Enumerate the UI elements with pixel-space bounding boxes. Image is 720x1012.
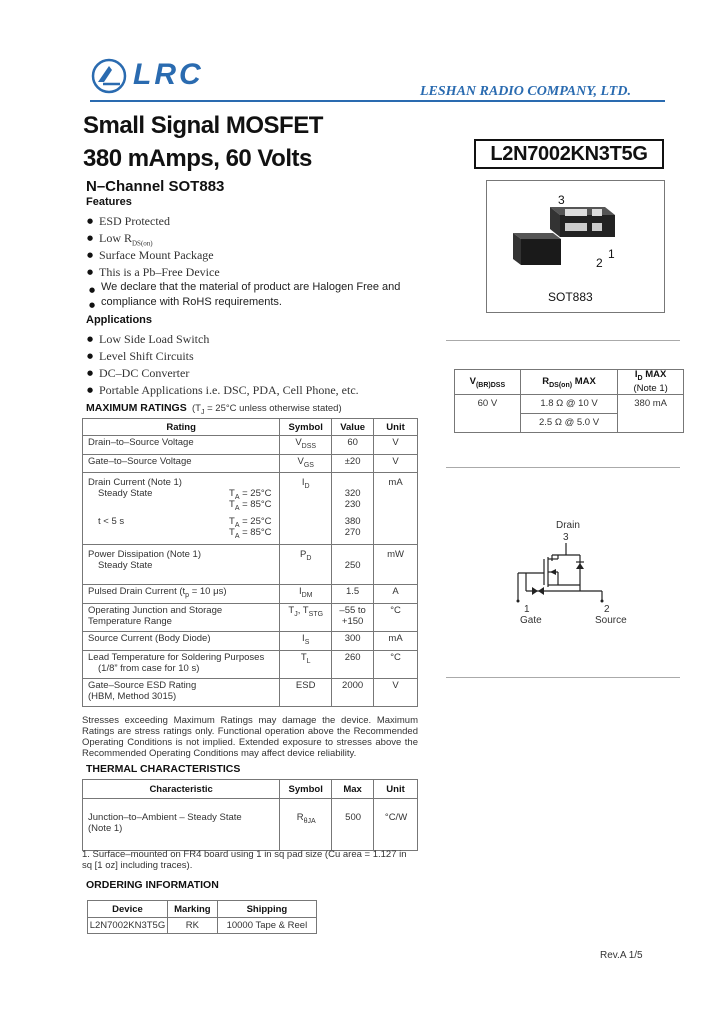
feature-item-continued: ● compliance with RoHS requirements. bbox=[101, 295, 282, 310]
thermal-heading: THERMAL CHARACTERISTICS bbox=[86, 763, 241, 775]
summary-id: 380 mA bbox=[618, 394, 684, 432]
part-number-box: L2N7002KN3T5G bbox=[474, 139, 664, 169]
summary-vbr: 60 V bbox=[455, 394, 521, 432]
application-item: ● Portable Applications i.e. DSC, PDA, Cell Phone, etc. bbox=[99, 383, 359, 398]
table-row: Operating Junction and Storage Temperature Range $T_J$, $T_{STG}$ –55 to +150 °C bbox=[83, 604, 418, 632]
divider bbox=[446, 467, 680, 468]
feature-item: ● ESD Protected bbox=[99, 214, 170, 229]
package-name: SOT883 bbox=[548, 290, 593, 304]
table-row: Lead Temperature for Soldering Purposes (1/8” from case for 10 s) $T_L$ 260 °C bbox=[83, 651, 418, 679]
applications-heading: Applications bbox=[86, 314, 153, 326]
col-vbrdss: $V_{(BR)DSS}$ bbox=[455, 370, 521, 395]
schematic-pin3: 3 bbox=[563, 532, 569, 543]
col-id-max: $I_D$ MAX (Note 1) bbox=[618, 370, 684, 395]
stress-note: Stresses exceeding Maximum Ratings may damage the device. Maximum Ratings are stress ratings only. Functional operation above the Recommended Operating Conditions is not implied. Extended exposure to stresses above the Recommended Operating Conditions may affect device reliability. bbox=[82, 715, 418, 759]
col-value: Value bbox=[332, 419, 374, 436]
application-item: ● DC–DC Converter bbox=[99, 366, 189, 381]
pin-label-2: 2 bbox=[596, 256, 603, 270]
channel-package: N–Channel SOT883 bbox=[86, 178, 225, 195]
table-row: Drain–to–Source Voltage $V_{DSS}$ 60 V bbox=[83, 436, 418, 455]
pin-label-3: 3 bbox=[558, 193, 565, 207]
revision-footer: Rev.A 1/5 bbox=[600, 950, 643, 961]
pin-label-1: 1 bbox=[608, 247, 615, 261]
table-row: Gate–to–Source Voltage $V_{GS}$ ±20 V bbox=[83, 455, 418, 473]
drain-label: Drain bbox=[556, 520, 580, 531]
header-rule bbox=[90, 100, 665, 102]
logo-text: LRC bbox=[133, 58, 204, 91]
summary-table bbox=[454, 369, 684, 433]
col-rating: Rating bbox=[83, 419, 280, 436]
table-row: Source Current (Body Diode) $I_S$ 300 mA bbox=[83, 632, 418, 651]
feature-item: ● This is a Pb–Free Device bbox=[99, 265, 220, 280]
features-heading: Features bbox=[86, 196, 132, 208]
ordering-table: Device Marking Shipping L2N7002KN3T5G RK 10000 Tape & Reel bbox=[87, 900, 317, 934]
col-rdson: $R_{DS(on)}$ MAX bbox=[520, 370, 618, 395]
table-row: Pulsed Drain Current ($t_p = 10$ μs) $I_{DM}$ 1.5 A bbox=[83, 585, 418, 604]
source-label: Source bbox=[595, 615, 627, 626]
feature-item: ● Surface Mount Package bbox=[99, 248, 214, 263]
thermal-footnote: 1. Surface–mounted on FR4 board using 1 in sq pad size (Cu area = 1.127 in sq [1 oz] including traces). bbox=[82, 849, 407, 871]
table-row: L2N7002KN3T5G RK 10000 Tape & Reel bbox=[88, 918, 317, 934]
page-title-line1: Small Signal MOSFET bbox=[83, 112, 323, 139]
schematic-pin2: 2 bbox=[604, 604, 610, 615]
table-row: Power Dissipation (Note 1) Steady State $P_D$ 250 mW bbox=[83, 545, 418, 585]
application-item: ● Level Shift Circuits bbox=[99, 349, 194, 364]
col-unit: Unit bbox=[374, 419, 418, 436]
ordering-heading: ORDERING INFORMATION bbox=[86, 879, 219, 891]
feature-item: ● We declare that the material of product are Halogen Free and bbox=[101, 280, 400, 295]
summary-rds2: 2.5 Ω @ 5.0 V bbox=[520, 413, 618, 432]
table-row: Drain Current (Note 1) Steady State $T_A = 25^\circ C$ $T_A = 85^\circ C$ t < 5 s $T_A = 25^\circ C$ $T_A = 85^\circ C$ $I_D$ 320 230 380 270 mA bbox=[83, 473, 418, 545]
table-row: Junction–to–Ambient – Steady State (Note 1) $R_{\theta JA}$ 500 °C/W bbox=[83, 799, 418, 851]
company-name: LESHAN RADIO COMPANY, LTD. bbox=[420, 84, 631, 99]
divider bbox=[446, 677, 680, 678]
max-ratings-table bbox=[82, 418, 418, 707]
application-item: ● Low Side Load Switch bbox=[99, 332, 209, 347]
summary-rds1: 1.8 Ω @ 10 V bbox=[520, 394, 618, 413]
col-symbol: Symbol bbox=[280, 419, 332, 436]
page-title-line2: 380 mAmps, 60 Volts bbox=[83, 145, 312, 172]
divider bbox=[446, 340, 680, 341]
mosfet-symbol-icon bbox=[512, 543, 612, 603]
table-row: Gate–Source ESD Rating (HBM, Method 3015) ESD 2000 V bbox=[83, 679, 418, 707]
schematic-pin1: 1 bbox=[524, 604, 530, 615]
feature-item: ● Low $R_{DS(on)}$ bbox=[99, 231, 153, 247]
gate-label: Gate bbox=[520, 615, 542, 626]
sot883-package-icon bbox=[505, 195, 625, 275]
max-ratings-heading: MAXIMUM RATINGS ($T_J = 25^\circ C$ unless otherwise stated) bbox=[86, 402, 342, 416]
thermal-table: Characteristic Symbol Max Unit Junction–to–Ambient – Steady State (Note 1) $R_{\theta JA}$ 500 °C/W bbox=[82, 779, 418, 851]
